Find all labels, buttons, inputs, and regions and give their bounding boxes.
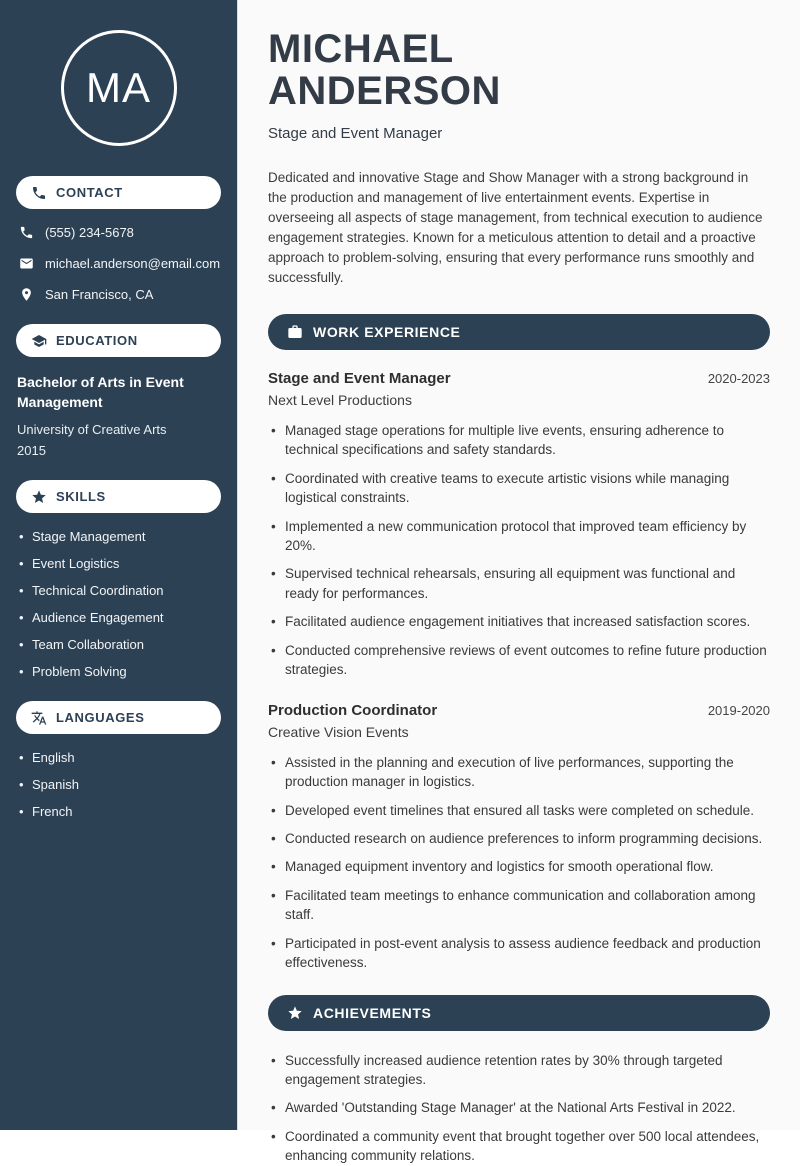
work-experience-title: WORK EXPERIENCE bbox=[313, 323, 461, 340]
job-dates: 2020-2023 bbox=[707, 370, 770, 386]
work-experience-header bbox=[268, 314, 770, 350]
avatar bbox=[61, 30, 177, 146]
education-degree: Bachelor of Arts in Event Management bbox=[17, 374, 184, 410]
job-role: Stage and Event Manager bbox=[268, 369, 451, 387]
job-dates: 2019-2020 bbox=[707, 702, 770, 718]
languages-list bbox=[18, 750, 219, 819]
skills-section-header bbox=[16, 480, 221, 513]
resume-name-line1: MICHAEL bbox=[268, 27, 454, 71]
language-item: • Spanish bbox=[18, 777, 219, 792]
sidebar bbox=[0, 0, 238, 1130]
bullet-item: • Facilitated team meetings to enhance communication and collaboration among staff. bbox=[268, 886, 770, 925]
star-icon bbox=[287, 1005, 303, 1021]
resume-name-line2: ANDERSON bbox=[268, 69, 501, 113]
bullet-item: • Conducted research on audience preferences to inform programming decisions. bbox=[268, 829, 770, 848]
education-section-header bbox=[16, 324, 221, 357]
skill-item: • Audience Engagement bbox=[18, 610, 219, 625]
translate-icon bbox=[31, 710, 47, 726]
education-section-title: EDUCATION bbox=[56, 333, 138, 348]
bullet-item: • Managed stage operations for multiple live events, ensuring adherence to technical specifications and safety standards. bbox=[268, 421, 770, 460]
job-company: Next Level Productions bbox=[268, 391, 412, 408]
location-pin-icon bbox=[19, 287, 34, 302]
skill-item: • Problem Solving bbox=[18, 664, 219, 679]
bullet-item: • Implemented a new communication protocol that improved team efficiency by 20%. bbox=[268, 517, 770, 556]
job-bullet-list bbox=[268, 753, 770, 973]
education-school: University of Creative Arts bbox=[17, 422, 167, 438]
bullet-item: • Supervised technical rehearsals, ensuring all equipment was functional and ready for performances. bbox=[268, 564, 770, 603]
skills-list bbox=[18, 529, 219, 679]
skill-item: • Team Collaboration bbox=[18, 637, 219, 652]
bullet-item: • Facilitated audience engagement initiatives that increased satisfaction scores. bbox=[268, 612, 770, 631]
language-item: • French bbox=[18, 804, 219, 819]
phone-icon bbox=[19, 225, 34, 240]
job-entry bbox=[268, 702, 770, 973]
job-bullet-list bbox=[268, 421, 770, 680]
achievements-header bbox=[268, 995, 770, 1031]
star-icon bbox=[31, 489, 47, 505]
skill-item: • Event Logistics bbox=[18, 556, 219, 571]
bullet-item: • Developed event timelines that ensured all tasks were completed on schedule. bbox=[268, 801, 770, 820]
job-entry bbox=[268, 370, 770, 680]
bullet-item: • Conducted comprehensive reviews of event outcomes to refine future production strategies. bbox=[268, 641, 770, 680]
contact-section-title: CONTACT bbox=[56, 185, 123, 200]
phone-icon bbox=[31, 185, 47, 201]
contact-phone bbox=[19, 225, 218, 240]
bullet-item: • Managed equipment inventory and logistics for smooth operational flow. bbox=[268, 857, 770, 876]
briefcase-icon bbox=[287, 324, 303, 340]
languages-section-title: LANGUAGES bbox=[56, 710, 145, 726]
achievement-item: • Awarded 'Outstanding Stage Manager' at the National Arts Festival in 2022. bbox=[268, 1098, 770, 1117]
languages-section-header bbox=[16, 701, 221, 734]
achievement-item: • Coordinated a community event that brought together over 500 local attendees, enhancing community relations. bbox=[268, 1127, 770, 1166]
contact-section-header bbox=[16, 176, 221, 209]
skill-item: • Stage Management bbox=[18, 529, 219, 544]
bullet-item: • Coordinated with creative teams to execute artistic visions while managing logistical constraints. bbox=[268, 469, 770, 508]
contact-location-text: San Francisco, CA bbox=[45, 287, 154, 302]
achievements-title: ACHIEVEMENTS bbox=[313, 1004, 432, 1021]
skill-item: • Technical Coordination bbox=[18, 583, 219, 598]
job-company: Creative Vision Events bbox=[268, 723, 409, 740]
contact-email bbox=[19, 256, 221, 271]
resume-main bbox=[238, 0, 800, 1164]
bullet-item: • Assisted in the planning and execution of live performances, supporting the production manager in logistics. bbox=[268, 753, 770, 792]
education-year: 2015 bbox=[17, 443, 46, 459]
avatar-initials: MA bbox=[86, 64, 151, 111]
resume-job-title: Stage and Event Manager bbox=[268, 125, 443, 142]
summary-text: Dedicated and innovative Stage and Show Manager with a strong background in the production and management of live entertainment events. Expertise in overseeing all aspects of stage management, from technical execution to audience engagement strategies. Known for a meticulous attention to detail and a proactive approach to problem-solving, ensuring that every performance runs smoothly and successfully. bbox=[268, 170, 763, 285]
email-icon bbox=[19, 256, 34, 271]
contact-phone-text: (555) 234-5678 bbox=[45, 225, 134, 240]
contact-location bbox=[19, 287, 218, 302]
skills-section-title: SKILLS bbox=[56, 489, 106, 505]
achievements-list bbox=[268, 1051, 770, 1166]
contact-email-text: michael.anderson@email.com bbox=[45, 256, 221, 271]
bullet-item: • Participated in post-event analysis to assess audience feedback and production effectiveness. bbox=[268, 934, 770, 973]
graduation-cap-icon bbox=[31, 333, 47, 349]
job-header bbox=[268, 370, 770, 387]
achievement-item: • Successfully increased audience retention rates by 30% through targeted engagement strategies. bbox=[268, 1051, 770, 1090]
resume-name bbox=[268, 28, 770, 112]
job-role: Production Coordinator bbox=[268, 701, 438, 719]
job-header bbox=[268, 702, 770, 719]
language-item: • English bbox=[18, 750, 219, 765]
